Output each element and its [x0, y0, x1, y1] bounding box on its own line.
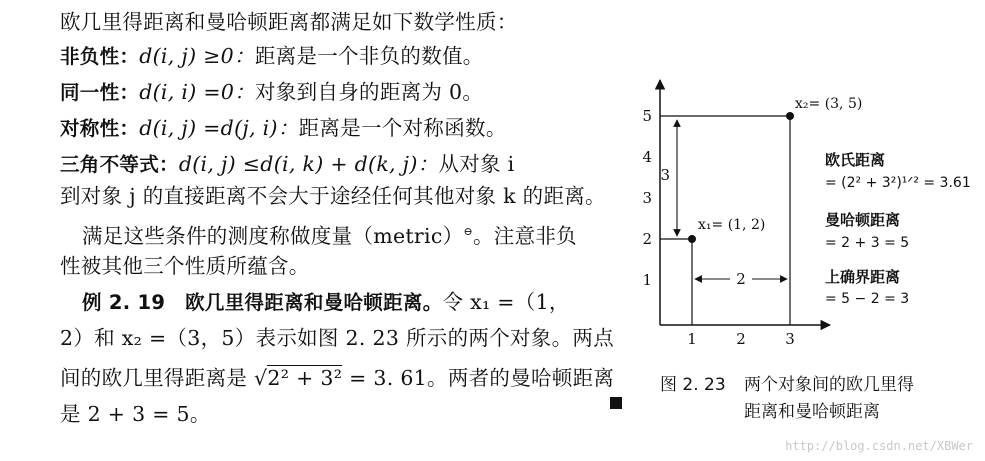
euclid-title: 欧氏距离: [825, 151, 886, 169]
sqrt-symbol: √: [254, 366, 268, 390]
property-identity: 同一性：d(i, i) =0：对象到自身的距离为 0。: [60, 80, 484, 104]
property-nonnegativity: 非负性：d(i, j) ≥0：距离是一个非负的数值。: [60, 44, 484, 68]
metric-line: 满足这些条件的测度称做度量（metric）⊖。注意非负: [82, 223, 577, 248]
paragraph-line: 到对象 j 的直接距离不会大于途经任何其他对象 k 的距离。: [60, 184, 606, 208]
y-tick-labels: [642, 107, 652, 289]
euclid-formula: = (2² + 3²)¹ᐟ² = 3.61: [825, 175, 971, 191]
horizontal-distance-label: 2: [736, 270, 746, 288]
paragraph-line: 性被其他三个性质所蕴含。: [60, 254, 310, 278]
x-tick-label: 2: [736, 330, 746, 348]
x-tick-labels: [687, 330, 795, 348]
caption-line-1: 两个对象间的欧几里得: [744, 375, 914, 395]
manhattan-title: 曼哈顿距离: [825, 211, 901, 229]
property-label: 同一性：: [60, 81, 140, 104]
manhattan-formula: = 2 + 3 = 5: [825, 235, 910, 251]
y-tick-label: 1: [642, 271, 652, 289]
y-tick-label: 5: [642, 107, 652, 125]
distance-figure: [630, 70, 980, 400]
end-of-proof-mark: [610, 397, 622, 409]
supremum-formula: = 5 − 2 = 3: [825, 291, 910, 307]
property-formula: d(i, j) =d(j, i)：: [139, 116, 299, 140]
paragraph-line: 2）和 x₂ =（3，5）表示如图 2. 23 所示的两个对象。两点: [60, 326, 615, 350]
sqrt-expression: 2² + 3²: [267, 366, 343, 390]
y-tick-label: 3: [642, 189, 652, 207]
y-tick-label: 2: [642, 230, 652, 248]
caption-line-2: 距离和曼哈顿距离: [744, 402, 880, 422]
intro-line: 欧几里得距离和曼哈顿距离都满足如下数学性质：: [60, 10, 518, 34]
distance-legend: [825, 151, 971, 307]
point-x2: [786, 112, 794, 120]
property-formula: d(i, j) ≥0：: [139, 44, 255, 68]
watermark: http://blog.csdn.net/XBWer: [785, 439, 973, 453]
figure-caption: [660, 372, 914, 426]
property-symmetry: 对称性：d(i, j) =d(j, i)：距离是一个对称函数。: [60, 116, 507, 140]
caption-number: 图 2. 23: [660, 375, 726, 395]
property-formula: d(i, i) =0：: [139, 80, 256, 104]
supremum-title: 上确界距离: [825, 268, 901, 286]
x-tick-label: 3: [785, 330, 795, 348]
paragraph-line: 是 2 + 3 = 5。: [60, 402, 211, 426]
property-label: 非负性：: [60, 45, 140, 68]
euclidean-line: 间的欧几里得距离是 √2² + 3² = 3. 61。两者的曼哈顿距离: [60, 366, 615, 390]
property-formula: d(i, j) ≤d(i, k) + d(k, j)：: [178, 152, 439, 176]
example-heading-line: 例 2. 19 欧几里得距离和曼哈顿距离。令 x₁ =（1，: [82, 290, 570, 314]
x-tick-label: 1: [687, 330, 697, 348]
property-label: 对称性：: [60, 117, 140, 140]
footnote-mark: ⊖: [463, 225, 473, 238]
point-x1-label: x₁= (1, 2): [698, 217, 766, 233]
point-x2-label: x₂= (3, 5): [795, 96, 863, 112]
vertical-distance-label: 3: [660, 166, 670, 184]
example-label: 例 2. 19 欧几里得距离和曼哈顿距离。: [82, 291, 443, 314]
point-x1: [688, 235, 696, 243]
y-tick-label: 4: [642, 148, 652, 166]
property-triangle-inequality: 三角不等式：d(i, j) ≤d(i, k) + d(k, j)：从对象 i: [60, 152, 515, 176]
property-label: 三角不等式：: [60, 153, 179, 176]
